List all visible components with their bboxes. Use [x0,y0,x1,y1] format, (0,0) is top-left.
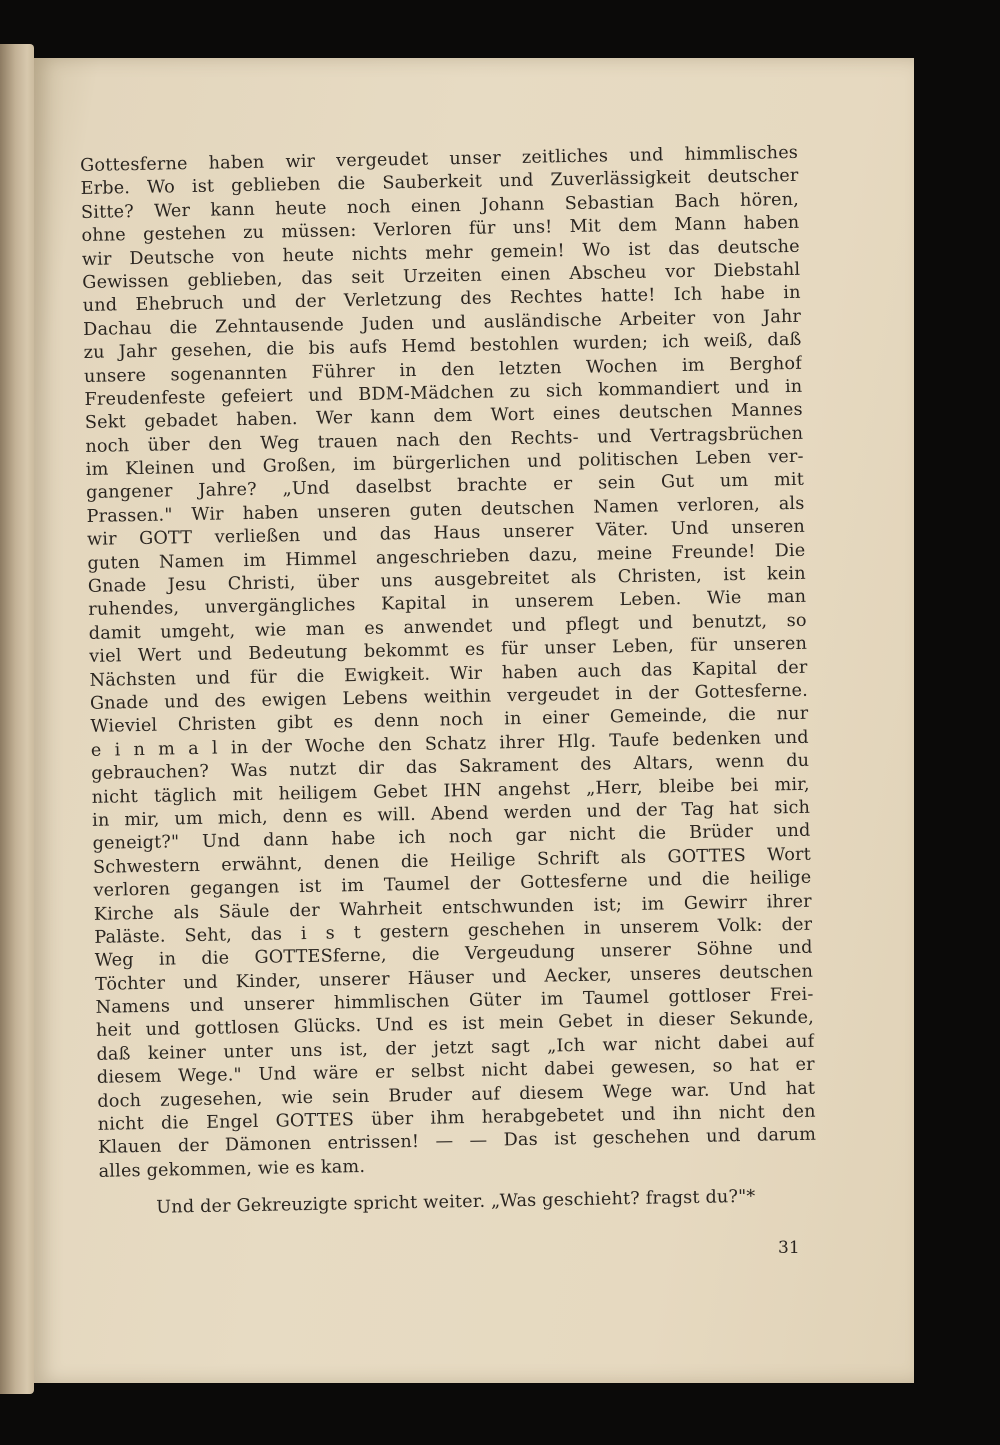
text-line: verloren gegangen ist im Taumel der Gottesferne und die heilige [93,867,812,901]
text-line: in mir, um mich, denn es will. Abend werden und der Tag hat sich [92,797,811,831]
text-line: viel Wert und Bedeutung bekommt es für unser Leben, für unseren [89,633,808,668]
text-line: heit und gottlosen Glücks. Und es ist mein Gebet in dieser Sekunde, [95,1008,815,1042]
text-line: unsere sogenannten Führer in den letzten Wochen im Berghof [83,353,803,387]
text-line: Sitte? Wer kann heute noch einen Johann Sebastian Bach hören, [80,189,800,223]
text-line: Weg in die GOTTESferne, die Vergeudung unserer Söhne und [94,937,813,972]
text-line: Gnade und des ewigen Lebens weithin vergeudet in der Gottesferne. [89,680,809,714]
text-line: Gnade Jesu Christi, über uns ausgebreitet als Christen, ist kein [87,563,806,597]
text-line: und Ehebruch und der Verletzung des Rechtes hatte! Ich habe in [82,283,801,317]
text-line: diesem Wege." Und wäre er selbst nicht dabei gewesen, so hat er [96,1054,815,1089]
text-line: Wieviel Christen gibt es denn noch in einer Gemeinde, die nur [90,704,809,738]
text-line: Gottesferne haben wir vergeudet unser zeitliches und himmlisches [80,142,799,176]
text-line: Töchter und Kinder, unserer Häuser und Aecker, unseres deutschen [95,961,814,995]
previous-page-edge [0,44,34,1394]
text-line: wir GOTT verließen und das Haus unserer Väter. Und unseren [86,517,806,551]
text-line: ruhendes, unvergängliches Kapital in unserem Leben. Wie man [88,587,807,621]
text-line: damit umgeht, wie man es anwendet und pflegt und benutzt, so [88,610,807,644]
text-line: zu Jahr gesehen, die bis aufs Hemd bestohlen wurden; ich weiß, daß [83,329,802,364]
text-line: nicht täglich mit heiligem Gebet IHN angehst „Herr, bleibe bei mir, [91,774,810,808]
closing-line: Und der Gekreuzigte spricht weiter. „Was geschieht? fragst du?"* [156,1186,756,1218]
text-line: Schwestern erwähnt, denen die Heilige Schrift als GOTTES Wort [92,844,812,878]
text-line: Paläste. Seht, das i s t gestern geschehen in unserem Volk: der [94,914,813,948]
text-line: Klauen der Dämonen entrissen! — — Das ist geschehen und darum [98,1125,817,1159]
text-line: Prassen." Wir haben unseren guten deutschen Namen verloren, als [86,493,805,527]
text-line: Kirche als Säule der Wahrheit entschwunden ist; im Gewirr ihrer [93,891,812,925]
text-line: Nächsten und für die Ewigkeit. Wir haben auch das Kapital der [89,657,808,691]
text-line: Namens und unserer himmlischen Güter im Taumel gottloser Frei- [95,984,814,1018]
text-line: gangener Jahre? „Und daselbst brachte er sein Gut um mit [86,470,805,504]
text-line: nicht die Engel GOTTES über ihm herabgebetet und ihn nicht den [97,1101,816,1135]
text-line: daß keiner unter uns ist, der jetzt sagt „Ich war nicht dabei auf [96,1031,815,1065]
text-line: alles gekommen, wie es kam. [98,1156,366,1182]
text-line: Erbe. Wo ist geblieben die Sauberkeit und Zuverlässigkeit deutscher [80,166,799,200]
text-line: im Kleinen und Großen, im bürgerlichen und politischen Leben ver- [85,446,804,481]
text-line: noch über den Weg trauen nach den Rechts- und Vertragsbrüchen [85,423,804,457]
text-line: Gewissen geblieben, das seit Urzeiten einen Abscheu vor Diebstahl [82,259,801,293]
text-line: guten Namen im Himmel angeschrieben dazu, meine Freunde! Die [87,540,806,574]
text-line: Sekt gebadet haben. Wer kann dem Wort eines deutschen Mannes [84,400,803,434]
text-line: ohne gestehen zu müssen: Verloren für uns! Mit dem Mann haben [81,213,800,247]
text-line: doch zugesehen, wie sein Bruder auf diesem Wege war. Und hat [97,1078,816,1112]
page-text [80,142,817,1222]
text-line: wir Deutsche von heute nichts mehr gemein! Wo ist das deutsche [81,236,800,270]
text-line: Freudenfeste gefeiert und BDM-Mädchen zu sich kommandiert und in [84,376,803,410]
page-number: 31 [778,1238,800,1258]
text-line: e i n m a l in der Woche den Schatz ihrer Hlg. Taufe bedenken und [90,727,809,761]
text-line: Dachau die Zehntausende Juden und ausländische Arbeiter von Jahr [83,306,802,340]
text-line: geneigt?" Und dann habe ich noch gar nicht die Brüder und [92,821,811,855]
text-line: gebrauchen? Was nutzt dir das Sakrament des Altars, wenn du [91,750,810,785]
